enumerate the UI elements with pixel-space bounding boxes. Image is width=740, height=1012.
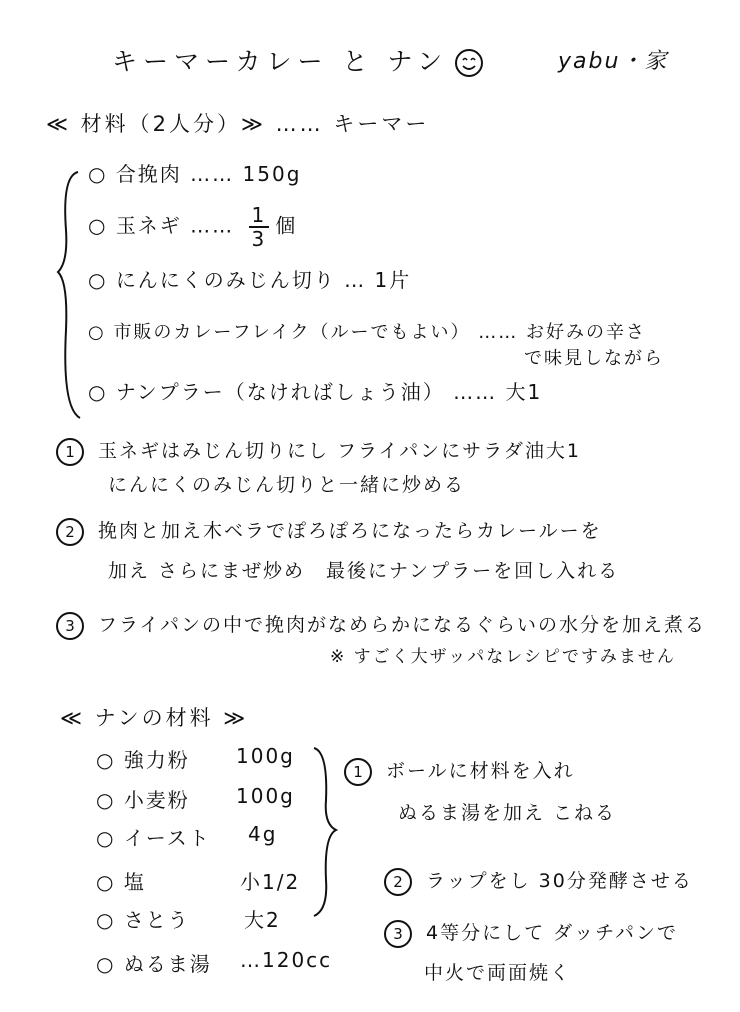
keema-ingredient-4: ○ 市販のカレーフレイク（ルーでもよい） …… お好みの辛さ [88, 322, 647, 343]
naan-section-header: ≪ ナンの材料 ≫ [60, 706, 249, 730]
keema-step-1-line-2: にんにくのみじん切りと一緒に炒める [108, 474, 466, 496]
keema-note: ※ すごく大ザッパなレシピですみません [330, 647, 676, 667]
step-number-icon: 3 [384, 920, 412, 948]
keema-step-1: 1 玉ネギはみじん切りにし フライパンにサラダ油大1 [56, 436, 581, 466]
step-number-icon: 2 [56, 518, 84, 546]
naan-ingredient-4: ○ 塩 [96, 870, 146, 894]
bullet-icon: ○ [96, 826, 124, 850]
naan-step-3: 3 4等分にして ダッチパンで [384, 918, 678, 948]
bullet-icon: ○ [88, 268, 116, 292]
naan-ingredient-3: ○ イースト [96, 826, 211, 850]
naan-ingredient-5-amount: 大2 [244, 908, 281, 932]
keema-step-2: 2 挽肉と加え木ベラでぽろぽろになったらカレールーを [56, 516, 602, 546]
naan-ingredient-6-amount: …120cc [240, 948, 333, 972]
author-name: yabu・家 [558, 49, 669, 74]
keema-step-2-line-2: 加え さらにまぜ炒め 最後にナンプラーを回し入れる [108, 560, 620, 582]
naan-ingredient-2: ○ 小麦粉 [96, 788, 190, 812]
step-number-icon: 1 [56, 438, 84, 466]
bullet-icon: ○ [88, 162, 116, 186]
naan-step-1: 1 ボールに材料を入れ [344, 756, 575, 786]
naan-ingredient-1: ○ 強力粉 [96, 748, 190, 772]
title-text: キーマーカレー と ナン [112, 47, 449, 76]
naan-ingredient-2-amount: 100g [236, 784, 295, 808]
keema-section-header: ≪ 材料（2人分）≫ …… キーマー [46, 112, 430, 136]
recipe-title [112, 42, 484, 78]
keema-ingredient-2: ○ 玉ネギ …… $\frac{1}{3}$ 個 [88, 203, 298, 251]
naan-step-3-line-2: 中火で両面焼く [424, 962, 572, 984]
bullet-icon: ○ [96, 748, 124, 772]
keema-ingredient-3: ○ にんにくのみじん切り … 1片 [88, 268, 412, 292]
naan-step-1-line-2: ぬるま湯を加え こねる [398, 802, 617, 824]
step-number-icon: 1 [344, 758, 372, 786]
step-number-icon: 2 [384, 868, 412, 896]
naan-ingredient-3-amount: 4g [248, 822, 278, 846]
step-number-icon: 3 [56, 612, 84, 640]
keema-step-3: 3 フライパンの中で挽肉がなめらかになるぐらいの水分を加え煮る [56, 610, 706, 640]
naan-ingredient-6: ○ ぬるま湯 [96, 952, 212, 976]
bullet-icon: ○ [88, 322, 114, 343]
fraction: $\frac{1}{3}$ [249, 204, 270, 250]
bullet-icon: ○ [96, 788, 124, 812]
bullet-icon: ○ [88, 213, 116, 238]
keema-ingredient-4-note: で味見しながら [524, 348, 664, 369]
keema-ingredient-1: ○ 合挽肉 …… 150g [88, 162, 302, 186]
naan-ingredient-5: ○ さとう [96, 908, 190, 932]
naan-brace [314, 748, 336, 916]
bullet-icon: ○ [88, 380, 116, 404]
naan-ingredient-1-amount: 100g [236, 744, 295, 768]
keema-ingredient-5: ○ ナンプラー（なければしょう油） …… 大1 [88, 380, 543, 404]
keema-brace [58, 172, 80, 418]
naan-ingredient-4-amount: 小1/2 [240, 870, 301, 894]
bullet-icon: ○ [96, 908, 124, 932]
bullet-icon: ○ [96, 870, 124, 894]
bullet-icon: ○ [96, 952, 124, 976]
smiley-icon [454, 48, 484, 78]
naan-step-2: 2 ラップをし 30分発酵させる [384, 866, 693, 896]
